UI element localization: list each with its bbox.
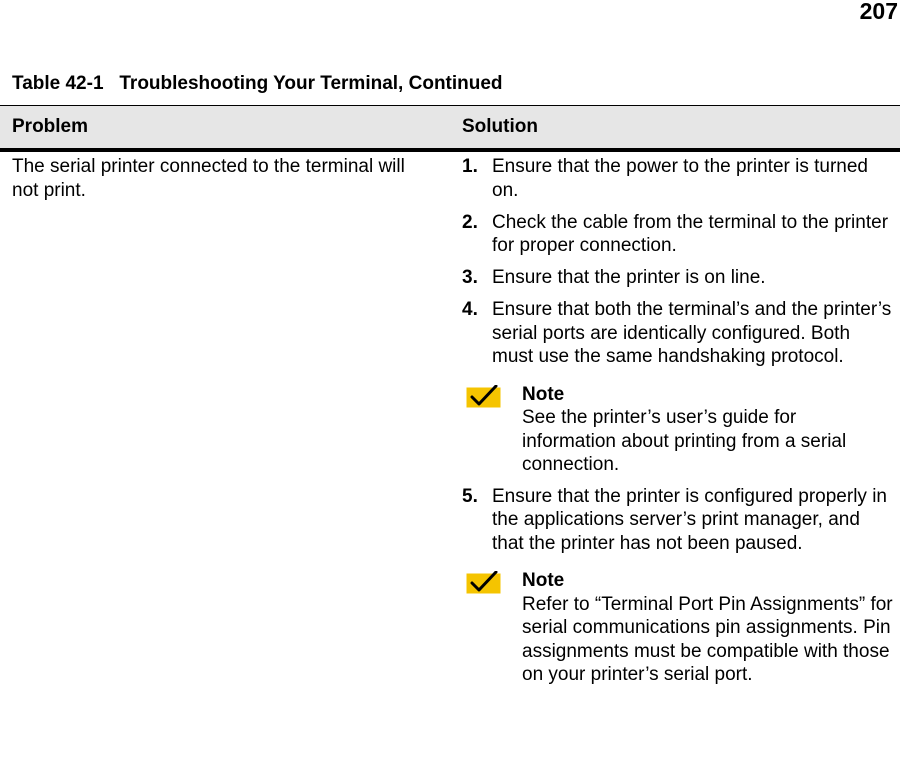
note-text: See the printer’s user’s guide for information about printing from a serial connection. — [522, 407, 847, 475]
step-text: Ensure that the printer is on line. — [492, 267, 766, 288]
step-number: 2. — [462, 211, 478, 233]
table-caption-title: Troubleshooting Your Terminal, Continued — [119, 73, 503, 94]
step-text: Ensure that both the terminal’s and the printer’s serial ports are identically configured. Both must use the same handshaking protocol. — [492, 299, 892, 367]
note-box — [462, 383, 894, 477]
solution-step — [462, 211, 894, 258]
table-header-row — [0, 105, 900, 152]
note-text: Refer to “Terminal Port Pin Assignments” for serial communications pin assignments. Pin assignments must be compatible with those on your printer’s serial port. — [522, 593, 893, 685]
solution-list — [462, 155, 894, 695]
step-number: 4. — [462, 299, 478, 320]
solution-step — [462, 266, 894, 290]
step-number: 1. — [462, 156, 478, 177]
step-number: 5. — [462, 485, 478, 507]
solution-step — [462, 298, 894, 369]
page-number: 207 — [859, 0, 898, 24]
checkmark-note-icon — [466, 571, 502, 595]
solution-column-header: Solution — [462, 116, 538, 137]
step-text: Ensure that the power to the printer is turned on. — [492, 156, 868, 201]
problem-description: The serial printer connected to the terminal will not print. — [12, 156, 405, 201]
table-caption-label: Table 42-1 — [12, 73, 104, 94]
note-title: Note — [522, 570, 565, 591]
solution-step — [462, 155, 894, 202]
solution-step — [462, 485, 894, 556]
checkmark-note-icon — [466, 385, 502, 409]
problem-column-header: Problem — [12, 116, 89, 137]
note-title: Note — [522, 383, 565, 405]
table-caption — [12, 71, 503, 97]
step-text: Ensure that the printer is configured properly in the applications server’s print manager, and that the printer has not been paused. — [492, 485, 887, 554]
step-number: 3. — [462, 267, 478, 288]
step-text: Check the cable from the terminal to the printer for proper connection. — [492, 211, 889, 256]
note-box — [462, 569, 894, 687]
